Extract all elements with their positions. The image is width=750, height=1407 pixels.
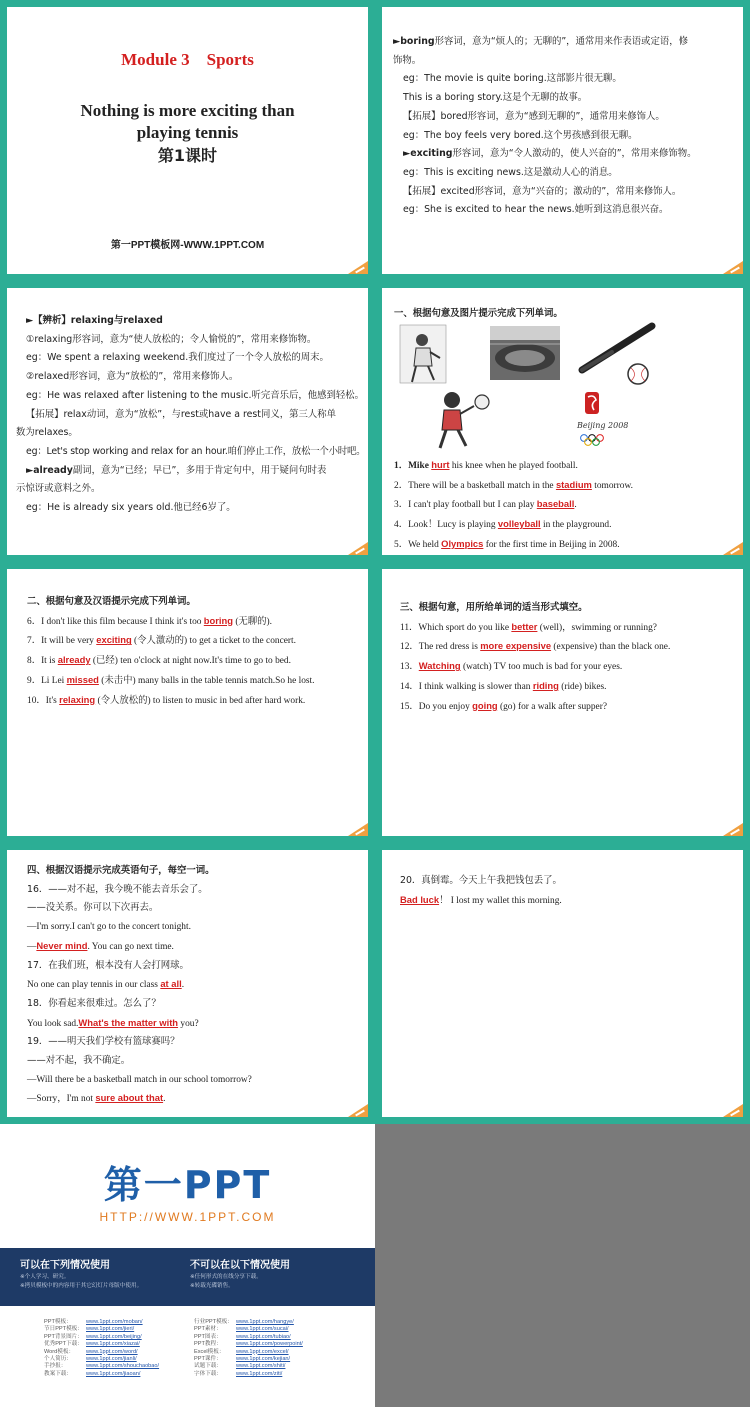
picture-hints — [382, 288, 743, 463]
note-line: ►exciting形容词，意为“令人激动的，使人兴奋的”，常用来修饰物。 — [403, 148, 697, 160]
resource-link-row — [194, 1363, 364, 1370]
slide-8-translation[interactable] — [375, 843, 750, 1124]
resource-link[interactable]: www.1ppt.com/jiaoan/ — [86, 1370, 141, 1377]
exercise-item: 5．We held Olympics for the first time in Beijing in 2008. — [394, 537, 620, 550]
resource-link-label: 试题下载： — [194, 1363, 222, 1370]
slide-1-title[interactable] — [0, 0, 375, 281]
exercise-line: 17．在我们班，根本没有人会打网球。 — [27, 959, 189, 971]
answer-blank[interactable]: Olympics — [441, 537, 484, 549]
resource-link[interactable]: www.1ppt.com/xiazai/ — [86, 1341, 140, 1348]
exercise-line: ——对不起，我不确定。 — [27, 1055, 131, 1067]
exercise-line: —I'm sorry.I can't go to the concert tonight. — [27, 922, 191, 933]
resource-link-label: 字体下载： — [194, 1370, 222, 1377]
notes-text — [7, 288, 368, 518]
resource-link-label: PPT素材： — [194, 1326, 222, 1333]
logo-text: 第一PPT — [103, 1163, 272, 1207]
note-line: 【拓展】relax动词，意为“放松”，与rest或have a rest同义，第三人称单 — [26, 408, 336, 420]
resource-link-row — [194, 1371, 364, 1378]
resource-link[interactable]: www.1ppt.com/sucai/ — [236, 1326, 289, 1333]
exercise-line: No one can play tennis in our class at all. — [27, 978, 185, 991]
exercise-heading: 三、根据句意，用所给单词的适当形式填空。 — [400, 602, 588, 613]
exercise-heading: 一、根据句意及图片提示完成下列单词。 — [394, 308, 563, 319]
exercise-item: 7．It will be very exciting (令人激动的) to get a ticket to the concert. — [27, 634, 296, 647]
resource-link-row — [194, 1326, 364, 1333]
resource-link[interactable]: www.1ppt.com/jianli/ — [86, 1356, 137, 1363]
volleyball-player-picture — [440, 392, 489, 448]
resource-link[interactable]: www.1ppt.com/jieri/ — [86, 1326, 135, 1333]
resource-link-label: 节日PPT模板： — [44, 1326, 83, 1333]
resource-link-label: Word模板： — [44, 1348, 75, 1355]
exercise-text — [382, 850, 743, 910]
resource-link[interactable]: www.1ppt.com/moban/ — [86, 1319, 143, 1325]
resource-link-row — [44, 1349, 194, 1356]
note-line: eg：The movie is quite boring.这部影片很无聊。 — [403, 73, 622, 85]
resource-link-row — [44, 1326, 194, 1333]
note-line: ②relaxed形容词，意为“放松的”，常用来修饰人。 — [26, 371, 239, 383]
resource-link-label: PPT课件： — [194, 1356, 222, 1363]
answer-blank[interactable]: hurt — [431, 459, 450, 470]
empty-area — [375, 1124, 750, 1407]
exercise-text — [7, 569, 368, 710]
note-line: This is a boring story.这是个无聊的故事。 — [403, 92, 588, 104]
links-column-right — [194, 1319, 364, 1378]
corner-decoration — [348, 261, 368, 274]
resource-link[interactable]: www.1ppt.com/kejian/ — [236, 1356, 291, 1363]
corner-decoration — [348, 823, 368, 836]
notes-text — [382, 7, 743, 220]
note-line: eg：He was relaxed after listening to the music.听完音乐后，他感到轻松。 — [26, 389, 364, 401]
resource-link-label: 优秀PPT下载： — [44, 1341, 83, 1348]
exercise-line: —Will there be a basketball match in our school tomorrow? — [27, 1074, 252, 1085]
note-line: eg：The boy feels very bored.这个男孩感到很无聊。 — [403, 129, 638, 141]
resource-link-row — [194, 1349, 364, 1356]
resource-link-label: PPT模板： — [44, 1319, 72, 1325]
links-column-left — [44, 1319, 194, 1378]
note-line: ►【辨析】relaxing与relaxed — [26, 315, 163, 326]
answer-blank[interactable]: at all — [160, 978, 182, 990]
exercise-item: 14．I think walking is slower than riding (ride) bikes. — [400, 679, 607, 692]
injured-player-picture — [400, 325, 446, 383]
baseball-bat-picture — [582, 326, 652, 384]
answer-blank[interactable]: Never mind — [36, 939, 88, 951]
cannot-use-item: ※转载光碟销售。 — [190, 1283, 234, 1289]
answer-blank[interactable]: baseball — [536, 498, 575, 510]
resource-link-label: 个人简历： — [44, 1356, 72, 1363]
exercise-line: 16．——对不起，我今晚不能去音乐会了。 — [27, 883, 208, 895]
can-use-item: ※个人学习、研究。 — [20, 1274, 70, 1280]
slide-2-boring-exciting[interactable] — [375, 0, 750, 281]
svg-text:Beijing 2008: Beijing 2008 — [577, 421, 629, 430]
note-line: eg：We spent a relaxing weekend.我们度过了一个令人放松的周末。 — [26, 352, 329, 364]
answer-blank[interactable]: more expensive — [480, 640, 552, 652]
resource-link-label: 教案下载： — [44, 1370, 72, 1377]
resource-link-row — [194, 1341, 364, 1348]
site-credit: 第一PPT模板网-WWW.1PPT.COM — [110, 240, 265, 251]
resource-link[interactable]: www.1ppt.com/hangye/ — [236, 1319, 294, 1325]
note-line: eg：This is exciting news.这是激动人心的消息。 — [403, 166, 618, 178]
slide-5-chinese-hints[interactable] — [0, 562, 375, 843]
answer-blank[interactable]: stadium — [555, 478, 592, 490]
exercise-item: 13．Watching (watch) TV too much is bad for your eyes. — [400, 660, 623, 673]
beijing-olympics-emblem — [576, 392, 628, 445]
resource-link-label: PPT图表： — [194, 1333, 222, 1340]
exercise-item: 1．Mike hurt his knee when he played football. — [394, 459, 578, 471]
resource-link[interactable]: www.1ppt.com/shouchaobao/ — [86, 1363, 160, 1370]
note-line: eg：She is excited to hear the news.她听到这消息很兴奋。 — [403, 204, 669, 216]
can-use-item: ※拷贝模板中的内容用于其它幻灯片母版中使用。 — [20, 1283, 143, 1289]
can-use-title: 可以在下列情况使用 — [20, 1260, 110, 1271]
resource-link-row — [44, 1371, 194, 1378]
answer-blank[interactable]: going — [472, 699, 498, 711]
answer-blank[interactable]: sure about that — [95, 1092, 164, 1104]
exercise-line: —Never mind. You can go next time. — [27, 939, 174, 952]
lesson-title: Nothing is more exciting than playing tennis — [80, 101, 295, 142]
exercise-item: 12．The red dress is more expensive (expensive) than the black one. — [400, 640, 671, 653]
exercise-line: 20．真倒霉。今天上午我把钱包丢了。 — [400, 875, 562, 886]
answer-blank[interactable]: missed — [66, 673, 99, 685]
resource-link-label: PPT教程： — [194, 1341, 222, 1348]
exercise-item: 10．It's relaxing (令人放松的) to listen to music in bed after hard work. — [27, 693, 306, 706]
answer-blank[interactable]: already — [57, 654, 91, 666]
note-line: ►already副词，意为“已经；早已”，多用于肯定句中，用于疑问句时表 — [26, 464, 327, 476]
exercise-item: 2．There will be a basketball match in the stadium tomorrow. — [394, 478, 633, 491]
resource-link[interactable]: www.1ppt.com/ziti/ — [236, 1370, 283, 1377]
corner-decoration — [348, 542, 368, 555]
note-line: ►boring形容词，意为“烦人的；无聊的”，通常用来作表语或定语，修 — [393, 36, 689, 47]
note-line: eg：He is already six years old.他已经6岁了。 — [26, 502, 236, 514]
promo-slide[interactable] — [0, 1124, 375, 1407]
note-line: ①relaxing形容词，意为“使人放松的；令人愉悦的”，常用来修饰物。 — [26, 333, 317, 345]
resource-link[interactable]: www.1ppt.com/powerpoint/ — [236, 1341, 303, 1348]
note-line: 数为relaxes。 — [16, 427, 78, 439]
note-line: eg：Let's stop working and relax for an hour.咱们停止工作，放松一个小时吧。 — [26, 445, 366, 457]
exercise-heading: 四、根据汉语提示完成英语句子，每空一词。 — [27, 865, 215, 876]
exercise-heading: 二、根据句意及汉语提示完成下列单词。 — [27, 596, 196, 607]
exercise-item: 15．Do you enjoy going (go) for a walk after supper? — [400, 699, 607, 712]
stadium-picture — [490, 326, 560, 380]
note-line: 【拓展】bored形容词，意为“感到无聊的”，通常用来修饰人。 — [403, 110, 665, 122]
slide-6-word-forms[interactable] — [375, 562, 750, 843]
exercise-items — [382, 456, 645, 555]
exercise-line: 18．你看起来很难过。怎么了？ — [27, 997, 161, 1009]
slide-3-relaxing[interactable] — [0, 281, 375, 562]
exercise-line: You look sad.What's the matter with you? — [27, 1016, 199, 1029]
slide-7-translation[interactable] — [0, 843, 375, 1124]
exercise-line: 19．——明天我们学校有篮球赛吗？ — [27, 1036, 180, 1048]
cannot-use-title: 不可以在以下情况使用 — [190, 1260, 290, 1271]
exercise-item: 8．It is already (已经) ten o'clock at night now.It's time to go to bed. — [27, 654, 291, 667]
corner-decoration — [723, 823, 743, 836]
resource-link[interactable]: www.1ppt.com/beijing/ — [86, 1333, 142, 1340]
exercise-line: —Sorry，I'm not sure about that. — [27, 1092, 166, 1105]
answer-blank[interactable]: better — [511, 620, 538, 632]
note-line: 【拓展】excited形容词，意为“兴奋的；激动的”，常用来修饰人。 — [403, 185, 682, 197]
resource-link[interactable]: www.1ppt.com/excel/ — [236, 1348, 289, 1355]
exercise-item: 11．Which sport do you like better (well)，swimming or running? — [400, 620, 657, 633]
resource-link[interactable]: www.1ppt.com/shiti/ — [236, 1363, 286, 1370]
corner-decoration — [723, 261, 743, 274]
exercise-item: 9．Li Lei missed (未击中) many balls in the table tennis match.So he lost. — [27, 673, 315, 686]
resource-link-row — [44, 1363, 194, 1370]
resource-link-row — [44, 1341, 194, 1348]
answer-blank[interactable]: Bad luck — [400, 893, 440, 905]
logo-url[interactable]: HTTP://WWW.1PPT.COM — [99, 1210, 276, 1224]
answer-blank[interactable]: volleyball — [497, 518, 541, 530]
corner-decoration — [723, 542, 743, 555]
resource-link-label: 行业PPT模板： — [194, 1319, 233, 1325]
exercise-text — [382, 569, 743, 716]
exercise-item: 6．I don't like this film because I think it's too boring (无聊的). — [27, 614, 273, 627]
cannot-use-item: ※任何形式的在线分享下载。 — [190, 1274, 262, 1280]
answer-blank[interactable]: exciting — [96, 634, 132, 646]
brand-logo — [0, 1164, 375, 1224]
lesson-number: 第1课时 — [157, 146, 218, 165]
exercise-line: ——没关系。你可以下次再去。 — [27, 902, 159, 914]
resource-link[interactable]: www.1ppt.com/tubiao/ — [236, 1333, 291, 1340]
answer-blank[interactable]: boring — [203, 614, 233, 626]
corner-decoration — [348, 1104, 368, 1117]
usage-terms-band — [0, 1248, 375, 1306]
exercise-item: 4．Look！Lucy is playing volleyball in the playground. — [394, 518, 612, 531]
exercise-text — [7, 850, 368, 1109]
answer-blank[interactable]: What's the matter with — [78, 1016, 179, 1028]
resource-link-label: Excel模板： — [194, 1348, 225, 1355]
note-line: 示惊讶或意料之外。 — [16, 483, 101, 495]
resource-link[interactable]: www.1ppt.com/word/ — [86, 1348, 138, 1355]
exercise-line: Bad luck！ I lost my wallet this morning. — [400, 893, 562, 906]
resource-link-label: 手抄报： — [44, 1363, 67, 1370]
note-line: 饰物。 — [393, 54, 422, 66]
module-title: Module 3 Sports — [121, 50, 254, 69]
resource-link-label: PPT背景图片： — [44, 1333, 83, 1340]
answer-blank[interactable]: riding — [532, 679, 559, 691]
answer-blank[interactable]: relaxing — [59, 693, 96, 705]
exercise-item: 3．I can't play football but I can play baseball. — [394, 498, 577, 511]
corner-decoration — [723, 1104, 743, 1117]
answer-blank[interactable]: Watching — [418, 660, 461, 672]
slide-4-picture-words[interactable] — [375, 281, 750, 562]
